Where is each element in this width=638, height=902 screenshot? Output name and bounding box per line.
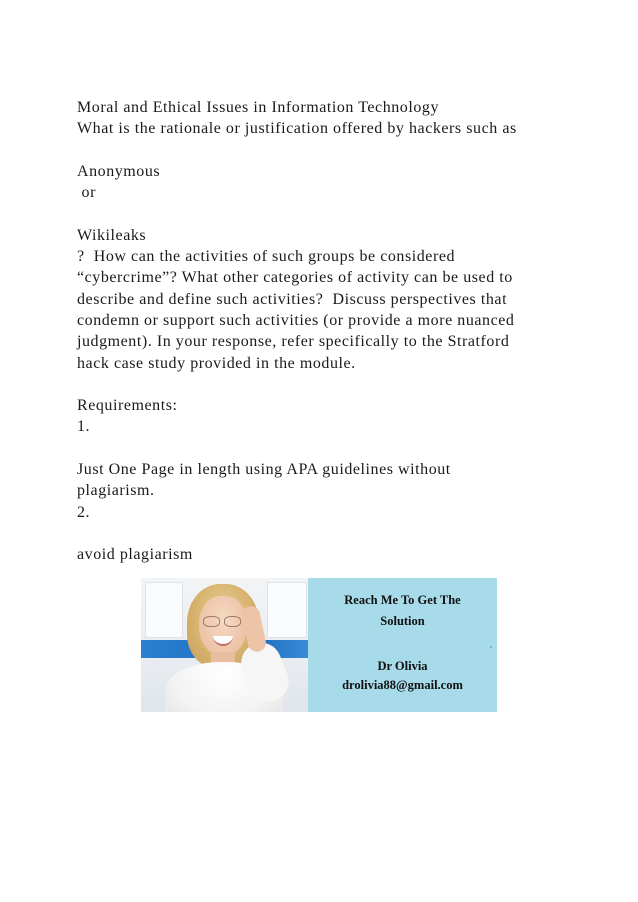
banner-headline bbox=[308, 590, 497, 632]
paragraph-line-2: “cybercrime”? What other categories of activity can be used to bbox=[77, 269, 513, 287]
requirements-heading: Requirements: bbox=[77, 397, 178, 415]
requirement-1-line-2: plagiarism. bbox=[77, 482, 155, 500]
question-line-1: What is the rationale or justification offered by hackers such as bbox=[77, 120, 517, 138]
paragraph-line-4: condemn or support such activities (or provide a more nuanced bbox=[77, 311, 515, 329]
banner-headline-line-1: Reach Me To Get The bbox=[344, 593, 461, 607]
requirement-2-line-1: avoid plagiarism bbox=[77, 546, 193, 564]
group-two: Wikileaks bbox=[77, 226, 147, 244]
group-one: Anonymous bbox=[77, 162, 161, 180]
requirement-1-line-1: Just One Page in length using APA guidelines without bbox=[77, 461, 451, 479]
window-pane bbox=[267, 582, 307, 638]
blank-line bbox=[77, 374, 577, 395]
contact-info-panel bbox=[308, 578, 497, 712]
contact-banner bbox=[141, 578, 497, 712]
document-body bbox=[77, 97, 577, 566]
glasses-icon bbox=[203, 616, 243, 626]
requirement-number-2: 2. bbox=[77, 503, 91, 521]
paragraph-line-5: judgment). In your response, refer specifically to the Stratford bbox=[77, 333, 510, 351]
contact-name: Dr Olivia bbox=[377, 659, 428, 673]
connector-text: or bbox=[77, 184, 96, 202]
document-title: Moral and Ethical Issues in Information Technology bbox=[77, 99, 440, 116]
paragraph-line-3: describe and define such activities? Discuss perspectives that bbox=[77, 290, 508, 308]
decorative-dot bbox=[490, 646, 492, 648]
window-pane bbox=[145, 582, 183, 638]
paragraph-line-6: hack case study provided in the module. bbox=[77, 354, 356, 372]
blank-line bbox=[77, 438, 577, 459]
paragraph-line-1: ? How can the activities of such groups be considered bbox=[77, 248, 456, 266]
blank-line bbox=[77, 203, 577, 224]
blank-line bbox=[77, 140, 577, 161]
banner-headline-line-2: Solution bbox=[380, 614, 425, 628]
woman-photo bbox=[141, 578, 308, 712]
contact-email[interactable]: drolivia88@gmail.com bbox=[342, 678, 463, 692]
blank-line bbox=[77, 523, 577, 544]
requirement-number-1: 1. bbox=[77, 418, 91, 436]
